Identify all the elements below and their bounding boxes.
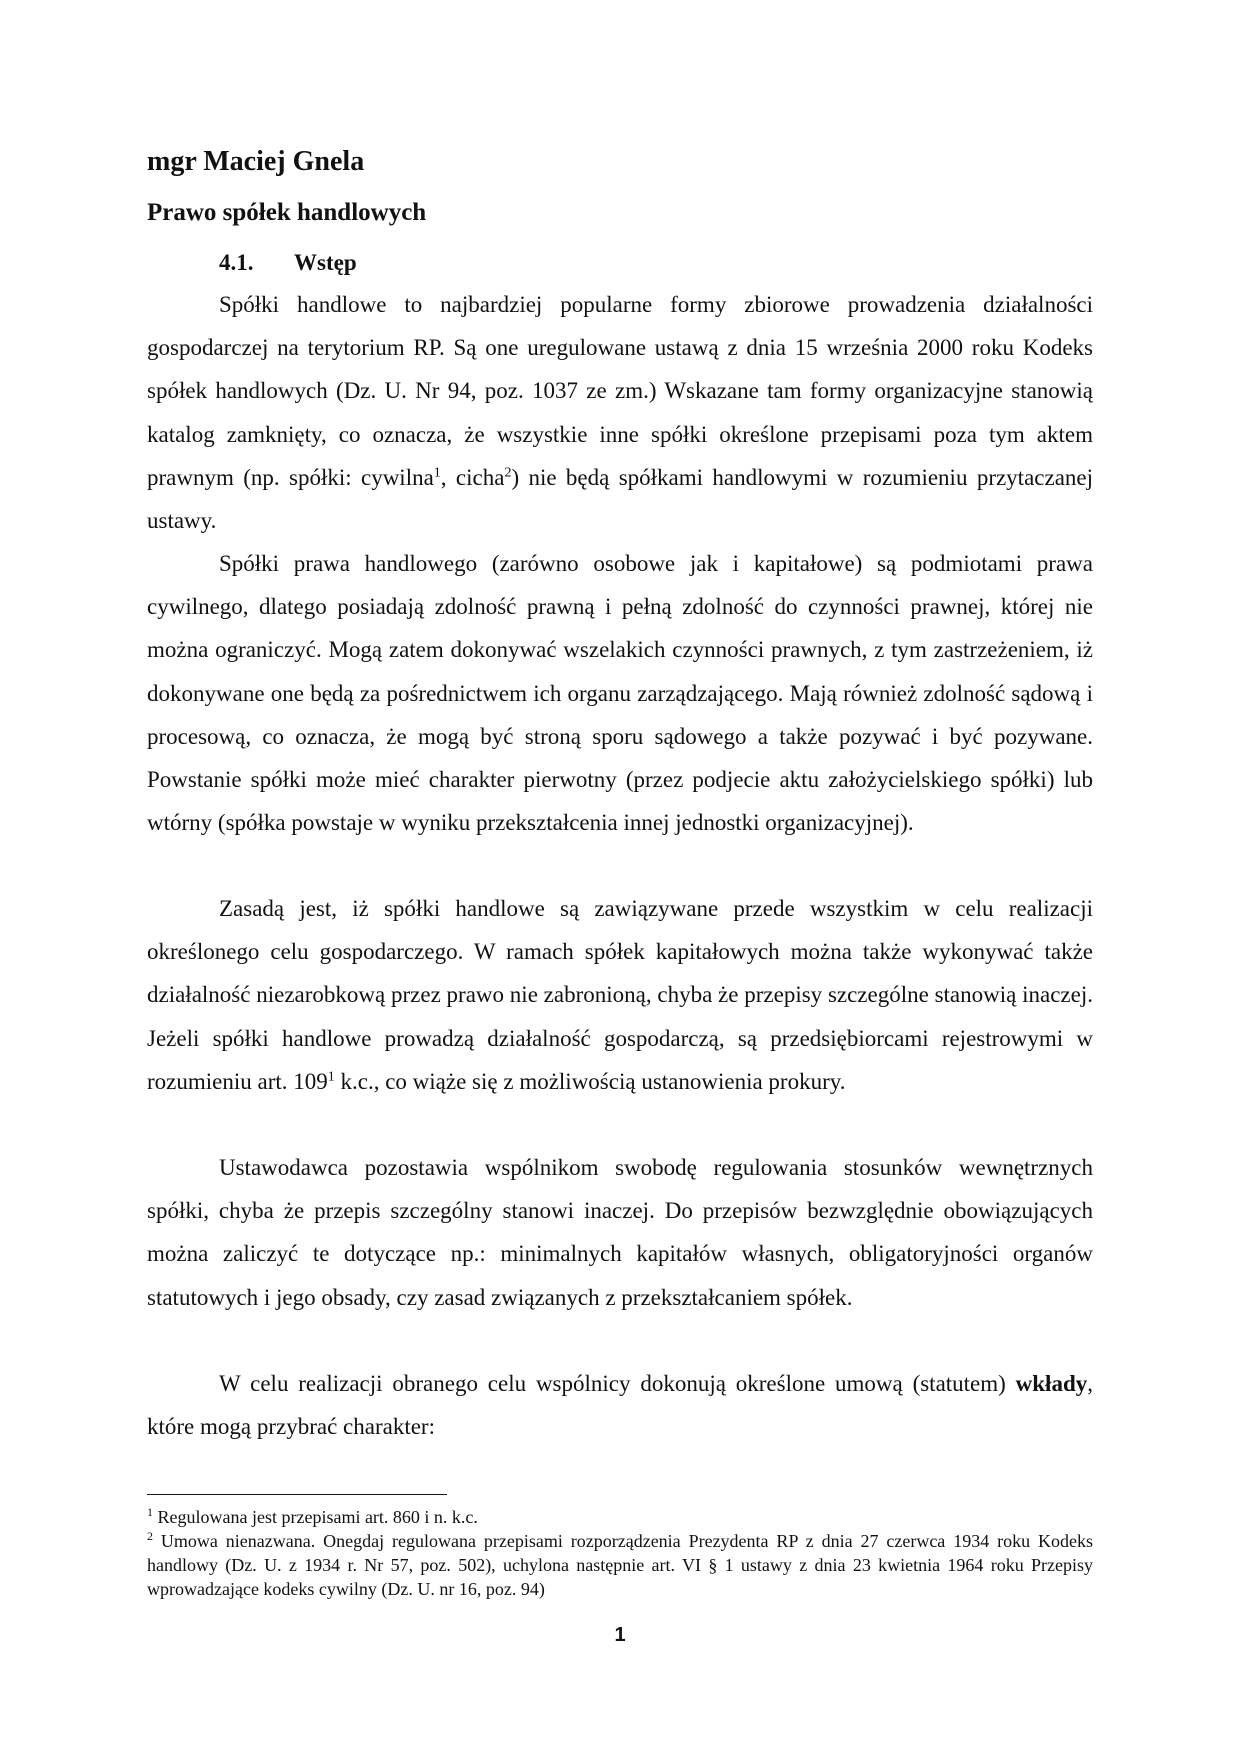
paragraph-5-text-a: W celu realizacji obranego celu wspólnicy dokonują określone umową (statutem)	[219, 1371, 1016, 1396]
paragraph-2-text: Spółki prawa handlowego (zarówno osobowe jak i kapitałowe) są podmiotami prawa cywilnego, dlatego posiadają zdolność prawną i pełną zdolność do czynności prawnej, której nie można ograniczyć. Mogą zatem dokonywać wszelakich czynności prawnych, z tym zastrzeżeniem, iż dokonywane one będą za pośrednictwem ich organu zarządzającego. Mają również zdolność sądową i procesową, co oznacza, że mogą być stroną sporu sądowego a także pozywać i być pozywane. Powstanie spółki może mieć charakter pierwotny (przez podjecie aktu założycielskiego spółki) lub wtórny (spółka powstaje w wyniku przekształcenia innej jednostki organizacyjnej).	[147, 551, 1093, 836]
section-title: Wstęp	[294, 250, 357, 275]
paragraph-5-bold-term: wkłady	[1015, 1371, 1088, 1396]
footnote-2-mark: 2	[147, 1529, 153, 1543]
footnote-1-text: Regulowana jest przepisami art. 860 i n. k.c.	[153, 1507, 478, 1527]
paragraph-3-text-a: Zasadą jest, iż spółki handlowe są zawiązywane przede wszystkim w celu realizacji określonego celu gospodarczego. W ramach spółek kapitałowych można także wykonywać także działalność niezarobkową przez prawo nie zabronioną, chyba że przepisy szczególne stanowią inaczej. Jeżeli spółki handlowe prowadzą działalność gospodarczą, są przedsiębiorcami rejestrowymi w rozumieniu art. 109	[147, 896, 1093, 1094]
paragraph-4-text: Ustawodawca pozostawia wspólnikom swobodę regulowania stosunków wewnętrznych spółki, chyba że przepis szczególny stanowi inaczej. Do przepisów bezwzględnie obowiązujących można zaliczyć te dotyczące np.: minimalnych kapitałów własnych, obligatoryjności organów statutowych i jego obsady, czy zasad związanych z przekształcaniem spółek.	[147, 1155, 1093, 1310]
section-number: 4.1.	[219, 250, 254, 275]
article-superscript: 1	[327, 1069, 335, 1085]
footnote-1	[147, 1505, 1093, 1529]
paragraph-5-text-b: , które mogą przybrać charakter:	[147, 1371, 1093, 1440]
paragraph-3-text-b: k.c., co wiąże się z możliwością ustanowienia prokury.	[334, 1068, 846, 1094]
section-heading	[219, 250, 357, 276]
footnote-2	[147, 1529, 1093, 1601]
page-number: 1	[614, 1624, 626, 1646]
paragraph-5	[147, 1362, 1093, 1448]
paragraph-3	[147, 887, 1093, 1103]
paragraph-1-text-b: , cicha	[440, 464, 505, 490]
footnotes	[147, 1505, 1093, 1601]
paragraph-1-text-c: ) nie będą spółkami handlowymi w rozumieniu przytaczanej ustawy.	[147, 464, 1094, 534]
paragraph-4	[147, 1146, 1093, 1319]
document-title: Prawo spółek handlowych	[147, 199, 427, 226]
paragraph-2	[147, 542, 1093, 844]
paragraph-1-text-a: Spółki handlowe to najbardziej popularne formy zbiorowe prowadzenia działalności gospodarczej na terytorium RP. Są one uregulowane ustawą z dnia 15 września 2000 roku Kodeks spółek handlowych (Dz. U. Nr 94, poz. 1037 ze zm.) Wskazane tam formy organizacyjne stanowią katalog zamknięty, co oznacza, że wszystkie inne spółki określone przepisami poza tym aktem prawnym (np. spółki: cywilna	[147, 292, 1093, 490]
footnote-ref-2: 2	[504, 465, 512, 481]
footnote-2-text: Umowa nienazwana. Onegdaj regulowana przepisami rozporządzenia Prezydenta RP z dnia 27 czerwca 1934 roku Kodeks handlowy (Dz. U. z 1934 r. Nr 57, poz. 502), uchylona następnie art. VI § 1 ustawy z dnia 23 kwietnia 1964 roku Przepisy wprowadzające kodeks cywilny (Dz. U. nr 16, poz. 94)	[147, 1531, 1093, 1599]
footnote-ref-1: 1	[433, 465, 441, 481]
paragraph-1	[147, 283, 1093, 542]
author-name: mgr Maciej Gnela	[147, 146, 365, 177]
footnote-separator	[147, 1494, 447, 1495]
footnote-1-mark: 1	[147, 1505, 153, 1519]
